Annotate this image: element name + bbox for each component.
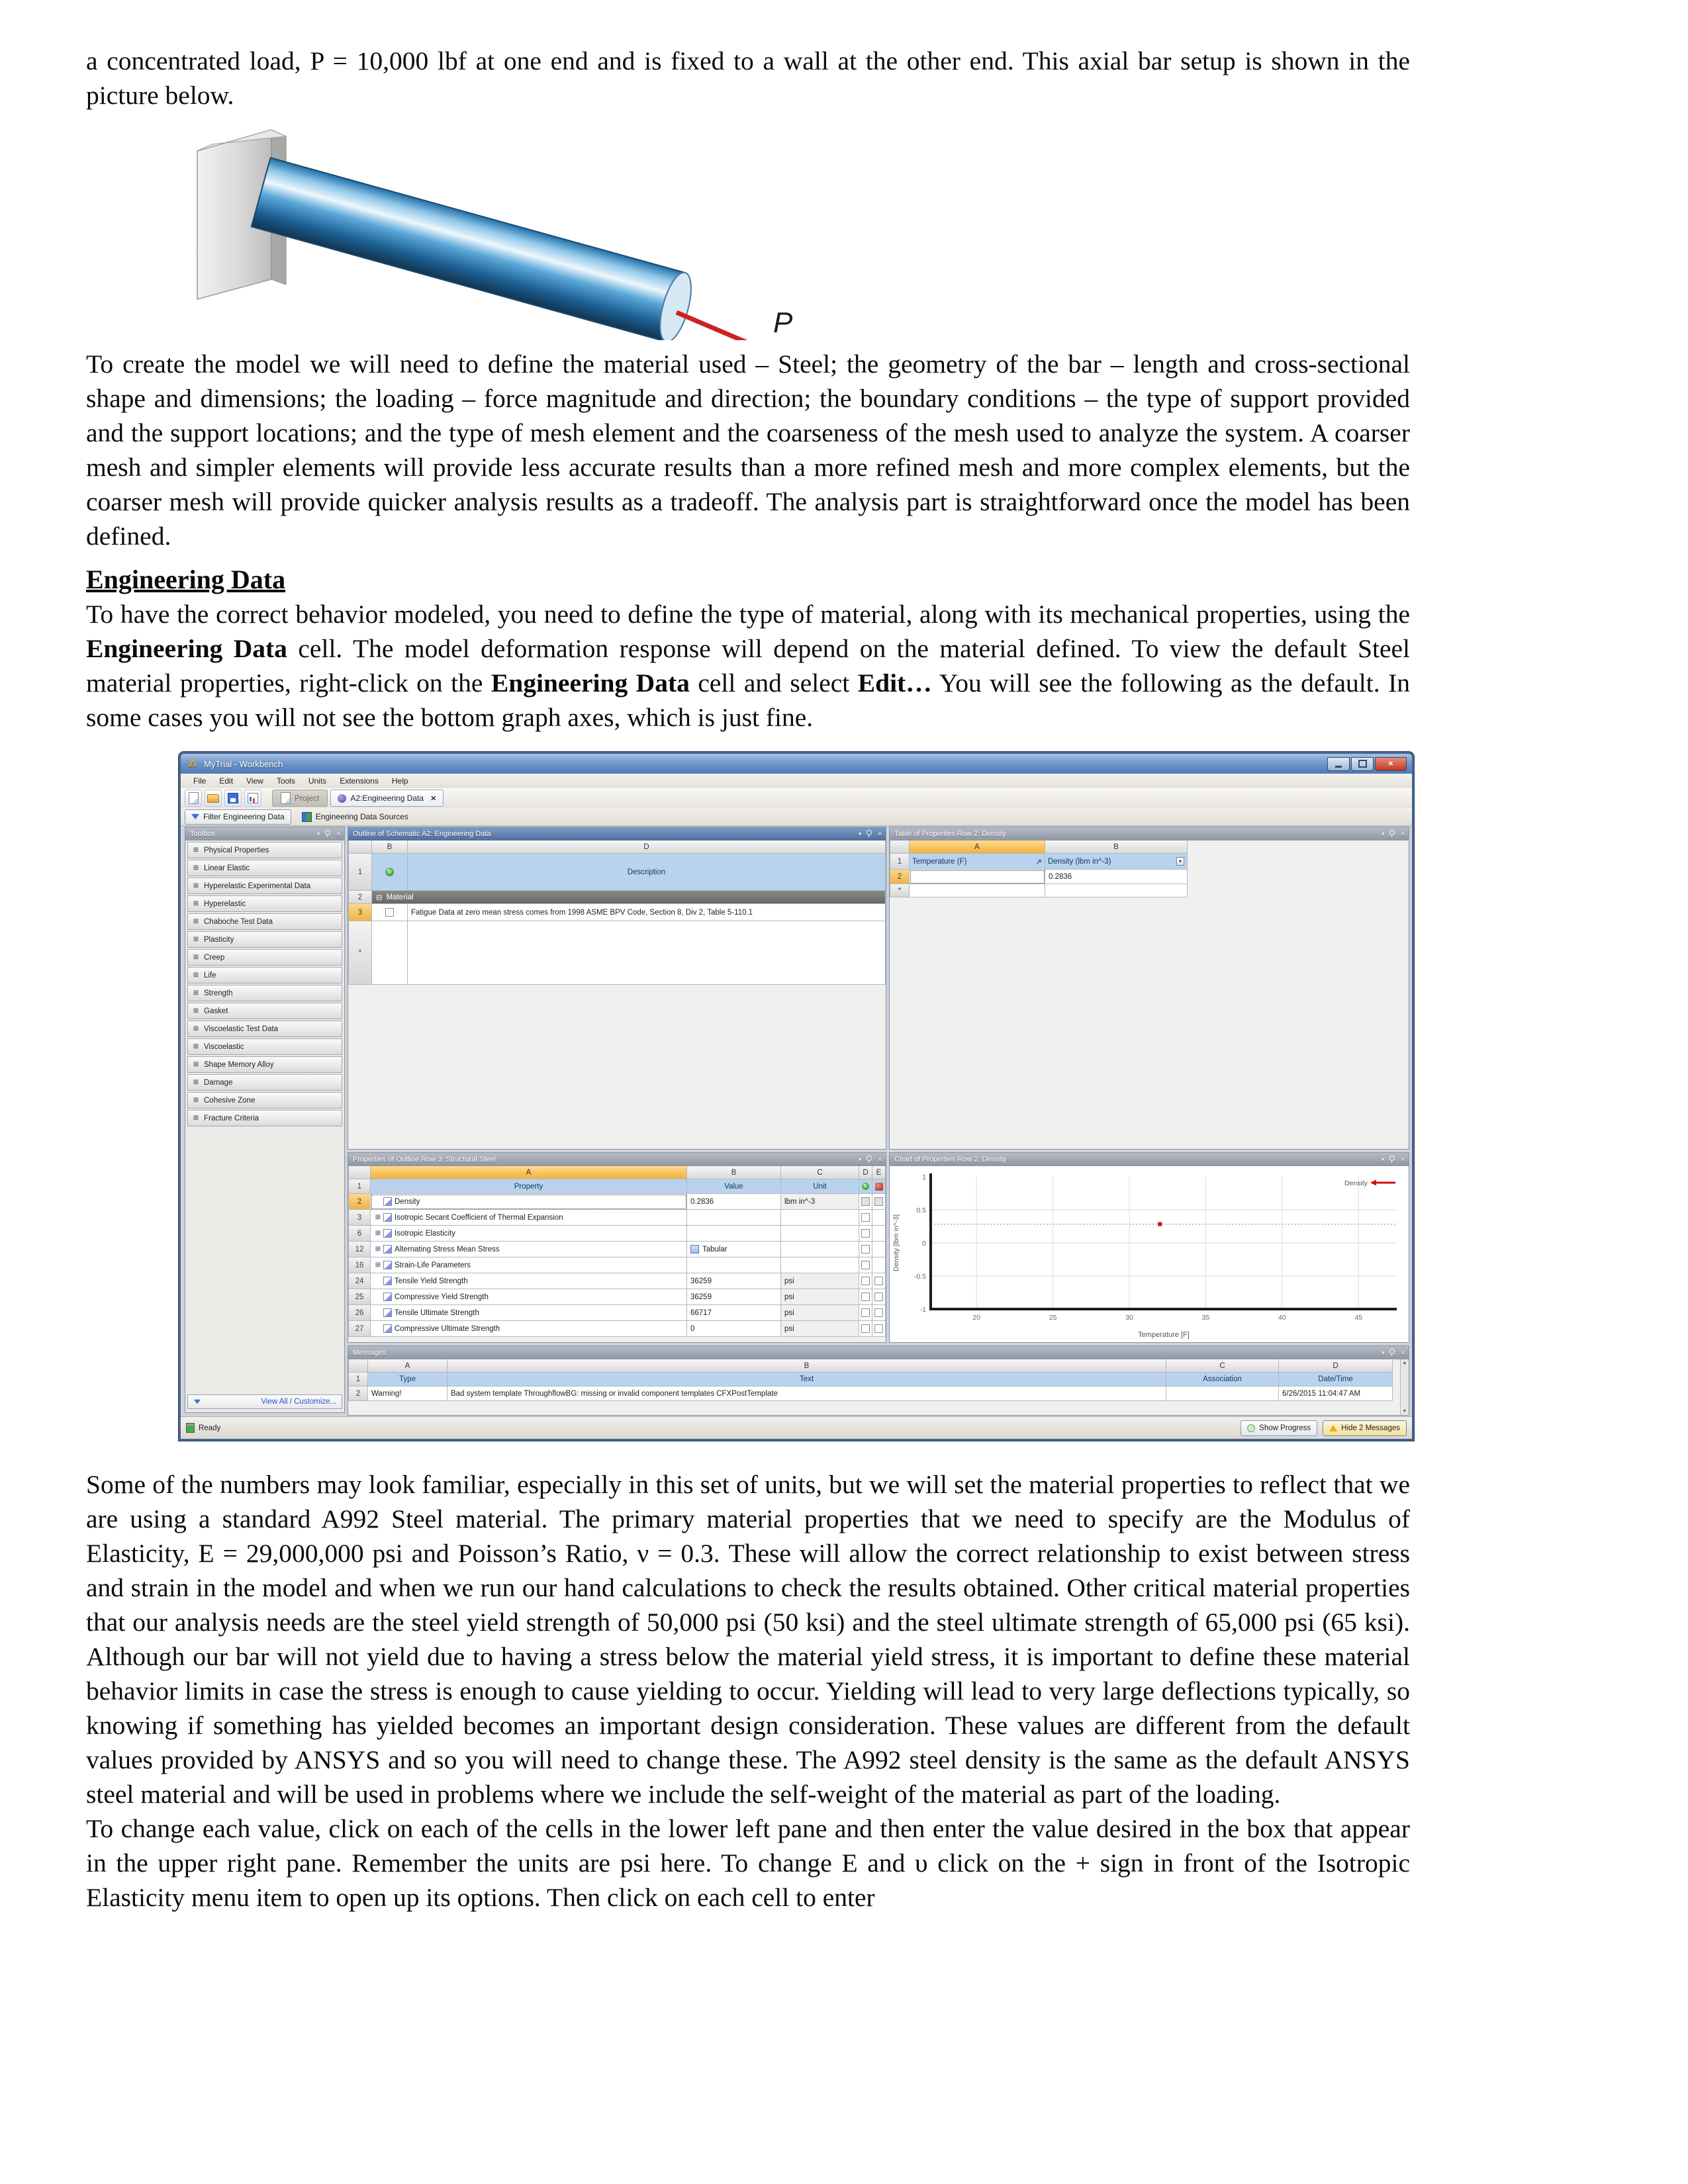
toolbox-item-damage[interactable]: ⊞ Damage bbox=[187, 1074, 342, 1091]
expand-icon[interactable]: ⊞ bbox=[193, 900, 199, 907]
properties-pane bbox=[348, 1152, 886, 1343]
svg-text:35: 35 bbox=[1201, 1314, 1210, 1322]
checkbox[interactable] bbox=[874, 1324, 883, 1333]
properties-header: Properties of Outline Row 3: Structural Steel ▾ ✕ bbox=[348, 1153, 886, 1166]
property-row-tensile-yield[interactable]: 24 Tensile Yield Strength 36259 psi bbox=[348, 1273, 886, 1289]
svg-text:Density [lbm in^-3]: Density [lbm in^-3] bbox=[892, 1214, 900, 1272]
toolbox-item-plasticity[interactable]: ⊞ Plasticity bbox=[187, 931, 342, 948]
checkbox[interactable] bbox=[861, 1197, 870, 1206]
expand-icon[interactable]: ⊞ bbox=[193, 1007, 199, 1015]
paragraph-model: To create the model we will need to define the material used – Steel; the geometry of the bar – length and cross-sectional shape and dimensions; the loading – force magnitude and direction; the boundary conditions – the type of support provided and the support locations; and the type of mesh element and the coarseness of the mesh used to analyze the system. A coarser mesh and simpler elements will provide less accurate results than a more refined mesh and more complex elements, but the coarser mesh will provide quicker analysis results as a tradeoff. The analysis part is straightforward once the model has been defined. bbox=[86, 349, 1410, 551]
toolbox-item-cohesive-zone[interactable]: ⊞ Cohesive Zone bbox=[187, 1092, 342, 1109]
chart-header: Chart of Properties Row 2: Density ▾ ✕ bbox=[890, 1153, 1409, 1166]
table-pane-header: Table of Properties Row 2: Density ▾ ✕ bbox=[890, 827, 1409, 841]
property-row-alternating-stress[interactable]: 12 ⊞ Alternating Stress Mean Stress Tabular bbox=[348, 1242, 886, 1257]
property-icon bbox=[383, 1277, 392, 1285]
outline-pane bbox=[348, 827, 886, 1150]
menu-edit[interactable]: Edit bbox=[219, 776, 234, 786]
scroll-up-icon[interactable]: ▲ bbox=[1402, 1361, 1407, 1365]
tabular-icon bbox=[690, 1245, 699, 1253]
pane-collapse-icon[interactable]: ▾ bbox=[1381, 831, 1385, 837]
unit-dropdown[interactable]: ▾ bbox=[1176, 857, 1184, 866]
checkbox[interactable] bbox=[861, 1293, 870, 1301]
toolbox-item-life[interactable]: ⊞ Life bbox=[187, 967, 342, 983]
hide-messages-button[interactable]: Hide 2 Messages bbox=[1323, 1420, 1407, 1436]
fatigue-checkbox[interactable] bbox=[385, 908, 394, 917]
message-warning-row[interactable]: 2 Warning! Bad system template ThroughflowBG: missing or invalid component templates CFXPostTemplate 6/26/2015 11:04:47 AM bbox=[348, 1387, 1409, 1401]
svg-text:0: 0 bbox=[922, 1240, 926, 1248]
menu-units[interactable]: Units bbox=[308, 776, 327, 786]
toolbox-item-linear-elastic[interactable]: ⊞ Linear Elastic bbox=[187, 860, 342, 876]
toolbox-item-gasket[interactable]: ⊞ Gasket bbox=[187, 1003, 342, 1019]
checkbox[interactable] bbox=[861, 1277, 870, 1285]
expand-icon[interactable]: ⊞ bbox=[193, 1079, 199, 1086]
toolbox-pane bbox=[185, 827, 345, 1413]
temperature-cell[interactable] bbox=[910, 870, 1045, 884]
checkbox[interactable] bbox=[874, 1308, 883, 1317]
tab-close-icon[interactable]: ✕ bbox=[430, 794, 437, 803]
window-title: MyTrial - Workbench bbox=[204, 758, 283, 769]
pane-close-icon[interactable]: ✕ bbox=[1400, 1349, 1405, 1356]
expand-icon[interactable]: ⊞ bbox=[193, 882, 199, 889]
tab-engineering-data[interactable]: A2:Engineering Data ✕ bbox=[330, 790, 444, 807]
outline-header-row[interactable]: 1 ↻ Description bbox=[348, 854, 886, 891]
maximize-button[interactable] bbox=[1351, 757, 1374, 771]
messages-header: Messages ▾ ✕ bbox=[348, 1346, 1409, 1359]
svg-text:Density: Density bbox=[1344, 1179, 1368, 1187]
open-project-button[interactable] bbox=[205, 790, 222, 807]
property-row-tensile-ultimate[interactable]: 26 Tensile Ultimate Strength 66717 psi bbox=[348, 1305, 886, 1321]
outline-header: Outline of Schematic A2: Engineering Data ▾ ✕ bbox=[348, 827, 886, 841]
load-arrow bbox=[677, 312, 786, 340]
svg-text:-1: -1 bbox=[919, 1306, 926, 1314]
pane-close-icon[interactable]: ✕ bbox=[1400, 831, 1405, 837]
property-icon bbox=[383, 1324, 392, 1333]
density-chart-svg bbox=[890, 1166, 1409, 1342]
refresh-icon: ↻ bbox=[862, 1183, 869, 1190]
property-row-isotropic-elasticity[interactable]: 6 ⊞ Isotropic Elasticity bbox=[348, 1226, 886, 1242]
status-person-icon bbox=[186, 1423, 195, 1433]
property-icon bbox=[383, 1213, 392, 1222]
menu-file[interactable]: File bbox=[193, 776, 207, 786]
toolbox-item-creep[interactable]: ⊞ Creep bbox=[187, 949, 342, 966]
show-progress-button[interactable]: Show Progress bbox=[1241, 1420, 1317, 1436]
checkbox[interactable] bbox=[861, 1308, 870, 1317]
open-folder-icon bbox=[207, 794, 219, 803]
checkbox[interactable] bbox=[874, 1293, 883, 1301]
chart-pane bbox=[889, 1152, 1409, 1343]
window-titlebar[interactable] bbox=[181, 754, 1412, 774]
expand-icon[interactable]: ⊞ bbox=[193, 1097, 199, 1104]
collapse-minus-icon[interactable]: ⊟ bbox=[376, 893, 383, 902]
axial-bar-illustration bbox=[172, 122, 827, 340]
svg-text:0.5: 0.5 bbox=[916, 1206, 926, 1214]
paragraph-material-properties: Some of the numbers may look familiar, especially in this set of units, but we will set the material properties to reflect that we are using a standard A992 Steel material. The primary material properties that we need to specify are the Modulus of Elasticity, E = 29,000,000 psi and Poisson’s Ratio, ν = 0.3. These will allow the correct relationship to exist between stress and strain in the model and when we run our hand calculations to check the results obtained. Other critical material properties that our analysis needs are the steel yield strength of 50,000 psi (50 ksi) and the steel ultimate strength of 65,000 psi (65 ksi). Although our bar will not yield due to having a stress below the material yield stress, it is important to define these material behavior limits in case the stress is enough to cause yielding to occur. Yielding will lead to very large deflections typically, so knowing if something has yielded becomes an important design consideration. These values are different from the default values provided by ANSYS and so you will need to change these. The A992 steel density is the same as the default ANSYS steel material and will be used in problems where we include the self-weight of the material as part of the loading. bbox=[86, 1470, 1410, 1809]
pane-collapse-icon[interactable]: ▾ bbox=[858, 1156, 862, 1163]
wrench-icon[interactable]: ↗ bbox=[1035, 858, 1042, 866]
maximize-icon bbox=[1358, 760, 1367, 768]
checkbox[interactable] bbox=[861, 1245, 870, 1253]
toolbox-item-hyperelastic[interactable]: ⊞ Hyperelastic bbox=[187, 895, 342, 912]
expand-icon[interactable]: ⊞ bbox=[193, 936, 199, 943]
toolbox-item-fracture-criteria[interactable]: ⊞ Fracture Criteria bbox=[187, 1110, 342, 1126]
outline-fatigue-row[interactable]: 3 Fatigue Data at zero mean stress comes from 1998 ASME BPV Code, Section 8, Div 2, Table 5-110.1 bbox=[348, 904, 886, 921]
density-value-cell[interactable]: 0.2836 bbox=[1045, 870, 1188, 884]
pane-close-icon[interactable]: ✕ bbox=[336, 831, 341, 837]
tab-project[interactable]: Project bbox=[272, 790, 328, 807]
expand-icon[interactable]: ⊞ bbox=[193, 918, 199, 925]
pane-pin-icon[interactable] bbox=[325, 830, 330, 835]
checkbox[interactable] bbox=[874, 1277, 883, 1285]
warning-icon bbox=[1329, 1425, 1337, 1432]
menu-bar bbox=[181, 774, 1412, 789]
toolbox-header: Toolbox ▾ ✕ bbox=[185, 827, 344, 841]
svg-text:1: 1 bbox=[922, 1173, 926, 1181]
property-icon bbox=[383, 1293, 392, 1301]
pane-close-icon[interactable]: ✕ bbox=[877, 1156, 882, 1163]
svg-text:Temperature [F]: Temperature [F] bbox=[1138, 1331, 1190, 1339]
property-icon bbox=[383, 1261, 392, 1269]
property-row-compressive-yield[interactable]: 25 Compressive Yield Strength 36259 psi bbox=[348, 1289, 886, 1305]
pane-collapse-icon[interactable]: ▾ bbox=[316, 831, 320, 837]
new-file-icon bbox=[189, 792, 199, 804]
project-tab-icon bbox=[281, 792, 291, 804]
expand-icon[interactable]: ⊞ bbox=[193, 972, 199, 979]
messages-header-row: 1 Type Text Association Date/Time bbox=[348, 1373, 1409, 1387]
checkbox[interactable] bbox=[861, 1213, 870, 1222]
checkbox[interactable] bbox=[874, 1197, 883, 1206]
pane-close-icon[interactable]: ✕ bbox=[1400, 1156, 1405, 1163]
save-icon bbox=[228, 793, 238, 803]
progress-icon bbox=[1247, 1424, 1255, 1432]
toolbox-item-shape-memory[interactable]: ⊞ Shape Memory Alloy bbox=[187, 1056, 342, 1073]
pane-close-icon[interactable]: ✕ bbox=[877, 831, 882, 837]
save-as-button[interactable] bbox=[244, 790, 261, 807]
checkbox[interactable] bbox=[861, 1324, 870, 1333]
close-icon: ✕ bbox=[1387, 760, 1394, 768]
outline-material-row[interactable]: 2 ⊟ Material bbox=[348, 891, 886, 904]
workbench-window bbox=[179, 752, 1414, 1441]
toolbox-item-hyperelastic-experimental[interactable]: ⊞ Hyperelastic Experimental Data bbox=[187, 878, 342, 894]
status-ready: Ready bbox=[199, 1424, 221, 1432]
property-row-density[interactable]: 2 Density 0.2836 lbm in^-3 bbox=[348, 1194, 886, 1210]
menu-extensions[interactable]: Extensions bbox=[340, 776, 379, 786]
expand-icon[interactable]: ⊞ bbox=[193, 954, 199, 961]
pane-pin-icon[interactable] bbox=[1389, 1156, 1395, 1161]
messages-column-headers: A B C D bbox=[348, 1359, 1409, 1373]
pane-pin-icon[interactable] bbox=[1389, 1349, 1395, 1354]
expand-icon[interactable]: ⊞ bbox=[375, 1261, 381, 1269]
ansys-logo-icon: Λ bbox=[189, 757, 197, 770]
scroll-down-icon[interactable]: ▼ bbox=[1402, 1409, 1407, 1414]
filter-funnel-icon bbox=[191, 814, 199, 819]
paragraph-engineering-data: To have the correct behavior modeled, you need to define the type of material, along with its mechanical properties, using the Engineering Data cell. The model deformation response will depend on the material defined. To view the default Steel material properties, right-click on the Engineering Data cell and select Edit… You will see the following as the default. In some cases you will not see the bottom graph axes, which is just fine. bbox=[86, 600, 1410, 732]
suppress-icon bbox=[875, 1183, 883, 1191]
menu-tools[interactable]: Tools bbox=[276, 776, 295, 786]
status-bar bbox=[181, 1416, 1412, 1439]
filter-engineering-data-button[interactable]: Filter Engineering Data bbox=[185, 809, 291, 825]
messages-scrollbar[interactable] bbox=[1400, 1359, 1409, 1415]
table-pane-empty-row[interactable]: * bbox=[890, 884, 1409, 897]
properties-column-headers: A B C D E bbox=[348, 1166, 886, 1179]
table-pane-header-row[interactable]: 1 Temperature (F) ↗ Density (lbm in^-3) ▾ bbox=[890, 854, 1409, 870]
svg-text:-0.5: -0.5 bbox=[914, 1273, 926, 1281]
property-icon bbox=[383, 1197, 392, 1206]
pane-collapse-icon[interactable]: ▾ bbox=[1381, 1156, 1385, 1163]
expand-icon[interactable]: ⊞ bbox=[193, 1061, 199, 1068]
outline-empty-row[interactable]: * bbox=[348, 921, 886, 985]
engineering-data-sources-button[interactable]: Engineering Data Sources bbox=[295, 809, 415, 825]
svg-text:45: 45 bbox=[1354, 1314, 1363, 1322]
pane-pin-icon[interactable] bbox=[867, 1156, 872, 1161]
property-row-compressive-ultimate[interactable]: 27 Compressive Ultimate Strength 0 psi bbox=[348, 1321, 886, 1337]
bar-cylinder bbox=[252, 158, 698, 340]
property-icon bbox=[383, 1308, 392, 1317]
pane-collapse-icon[interactable]: ▾ bbox=[858, 831, 862, 837]
table-pane-column-headers: A B bbox=[890, 841, 1409, 854]
properties-header-row: 1 Property Value Unit ↻ bbox=[348, 1179, 886, 1194]
save-project-button[interactable] bbox=[224, 790, 242, 807]
menu-help[interactable]: Help bbox=[391, 776, 408, 786]
expand-icon[interactable]: ⊞ bbox=[193, 864, 199, 872]
table-pane-value-row[interactable]: 2 0.2836 bbox=[890, 870, 1409, 884]
messages-pane bbox=[348, 1345, 1409, 1416]
data-sources-icon bbox=[302, 812, 312, 822]
expand-icon[interactable]: ⊞ bbox=[375, 1230, 381, 1237]
save-as-icon bbox=[248, 793, 258, 803]
property-row-thermal-expansion[interactable]: 3 ⊞ Isotropic Secant Coefficient of Thermal Expansion bbox=[348, 1210, 886, 1226]
svg-text:30: 30 bbox=[1125, 1314, 1133, 1322]
new-project-button[interactable] bbox=[185, 790, 202, 807]
svg-text:40: 40 bbox=[1278, 1314, 1286, 1322]
expand-icon[interactable]: ⊞ bbox=[375, 1214, 381, 1221]
paragraph-intro: a concentrated load, P = 10,000 lbf at one end and is fixed to a wall at the other end. This axial bar setup is shown in the picture below. bbox=[86, 46, 1410, 110]
expand-icon[interactable]: ⊞ bbox=[193, 989, 199, 997]
force-label: P bbox=[773, 306, 793, 339]
axial-bar-figure bbox=[86, 122, 1410, 340]
table-of-properties-pane bbox=[889, 827, 1409, 1150]
expand-icon[interactable]: ⊞ bbox=[193, 1115, 199, 1122]
menu-view[interactable]: View bbox=[246, 776, 263, 786]
property-icon bbox=[383, 1245, 392, 1253]
pane-pin-icon[interactable] bbox=[867, 830, 872, 835]
engineering-data-toolbar bbox=[181, 808, 1412, 826]
checkbox[interactable] bbox=[861, 1261, 870, 1269]
engineering-data-tab-icon bbox=[338, 794, 346, 803]
expand-icon[interactable]: ⊞ bbox=[375, 1246, 381, 1253]
svg-text:25: 25 bbox=[1049, 1314, 1057, 1322]
pane-pin-icon[interactable] bbox=[1389, 830, 1395, 835]
toolbox-item-physical-properties[interactable]: ⊞ Physical Properties bbox=[187, 842, 342, 858]
toolbox-item-strength[interactable]: ⊞ Strength bbox=[187, 985, 342, 1001]
paragraph-change-values: To change each value, click on each of the cells in the lower left pane and then enter the value desired in the box that appear in the upper right pane. Remember the units are psi here. To change E and υ click on the + sign in front of the Isotropic Elasticity menu item to open up its options. Then click on each cell to enter bbox=[86, 1814, 1410, 1912]
main-toolbar bbox=[181, 788, 1412, 809]
toolbox-item-viscoelastic[interactable]: ⊞ Viscoelastic bbox=[187, 1038, 342, 1055]
svg-text:20: 20 bbox=[972, 1314, 981, 1322]
filter-funnel-icon bbox=[194, 1400, 201, 1404]
toolbox-item-viscoelastic-test[interactable]: ⊞ Viscoelastic Test Data bbox=[187, 1021, 342, 1037]
property-row-strain-life[interactable]: 16 ⊞ Strain-Life Parameters bbox=[348, 1257, 886, 1273]
toolbox-item-chaboche[interactable]: ⊞ Chaboche Test Data bbox=[187, 913, 342, 930]
close-button[interactable] bbox=[1375, 757, 1407, 771]
outline-column-headers: B D bbox=[348, 841, 886, 854]
minimize-icon bbox=[1335, 766, 1342, 768]
section-heading: Engineering Data bbox=[86, 565, 286, 594]
pane-collapse-icon[interactable]: ▾ bbox=[1381, 1349, 1385, 1356]
view-all-customize-button[interactable]: View All / Customize... bbox=[187, 1394, 342, 1409]
minimize-button[interactable] bbox=[1327, 757, 1350, 771]
expand-icon[interactable]: ⊞ bbox=[193, 1025, 199, 1032]
expand-icon[interactable]: ⊞ bbox=[193, 846, 199, 854]
property-icon bbox=[383, 1229, 392, 1238]
checkbox[interactable] bbox=[861, 1229, 870, 1238]
expand-icon[interactable]: ⊞ bbox=[193, 1043, 199, 1050]
refresh-icon: ↻ bbox=[385, 868, 394, 876]
